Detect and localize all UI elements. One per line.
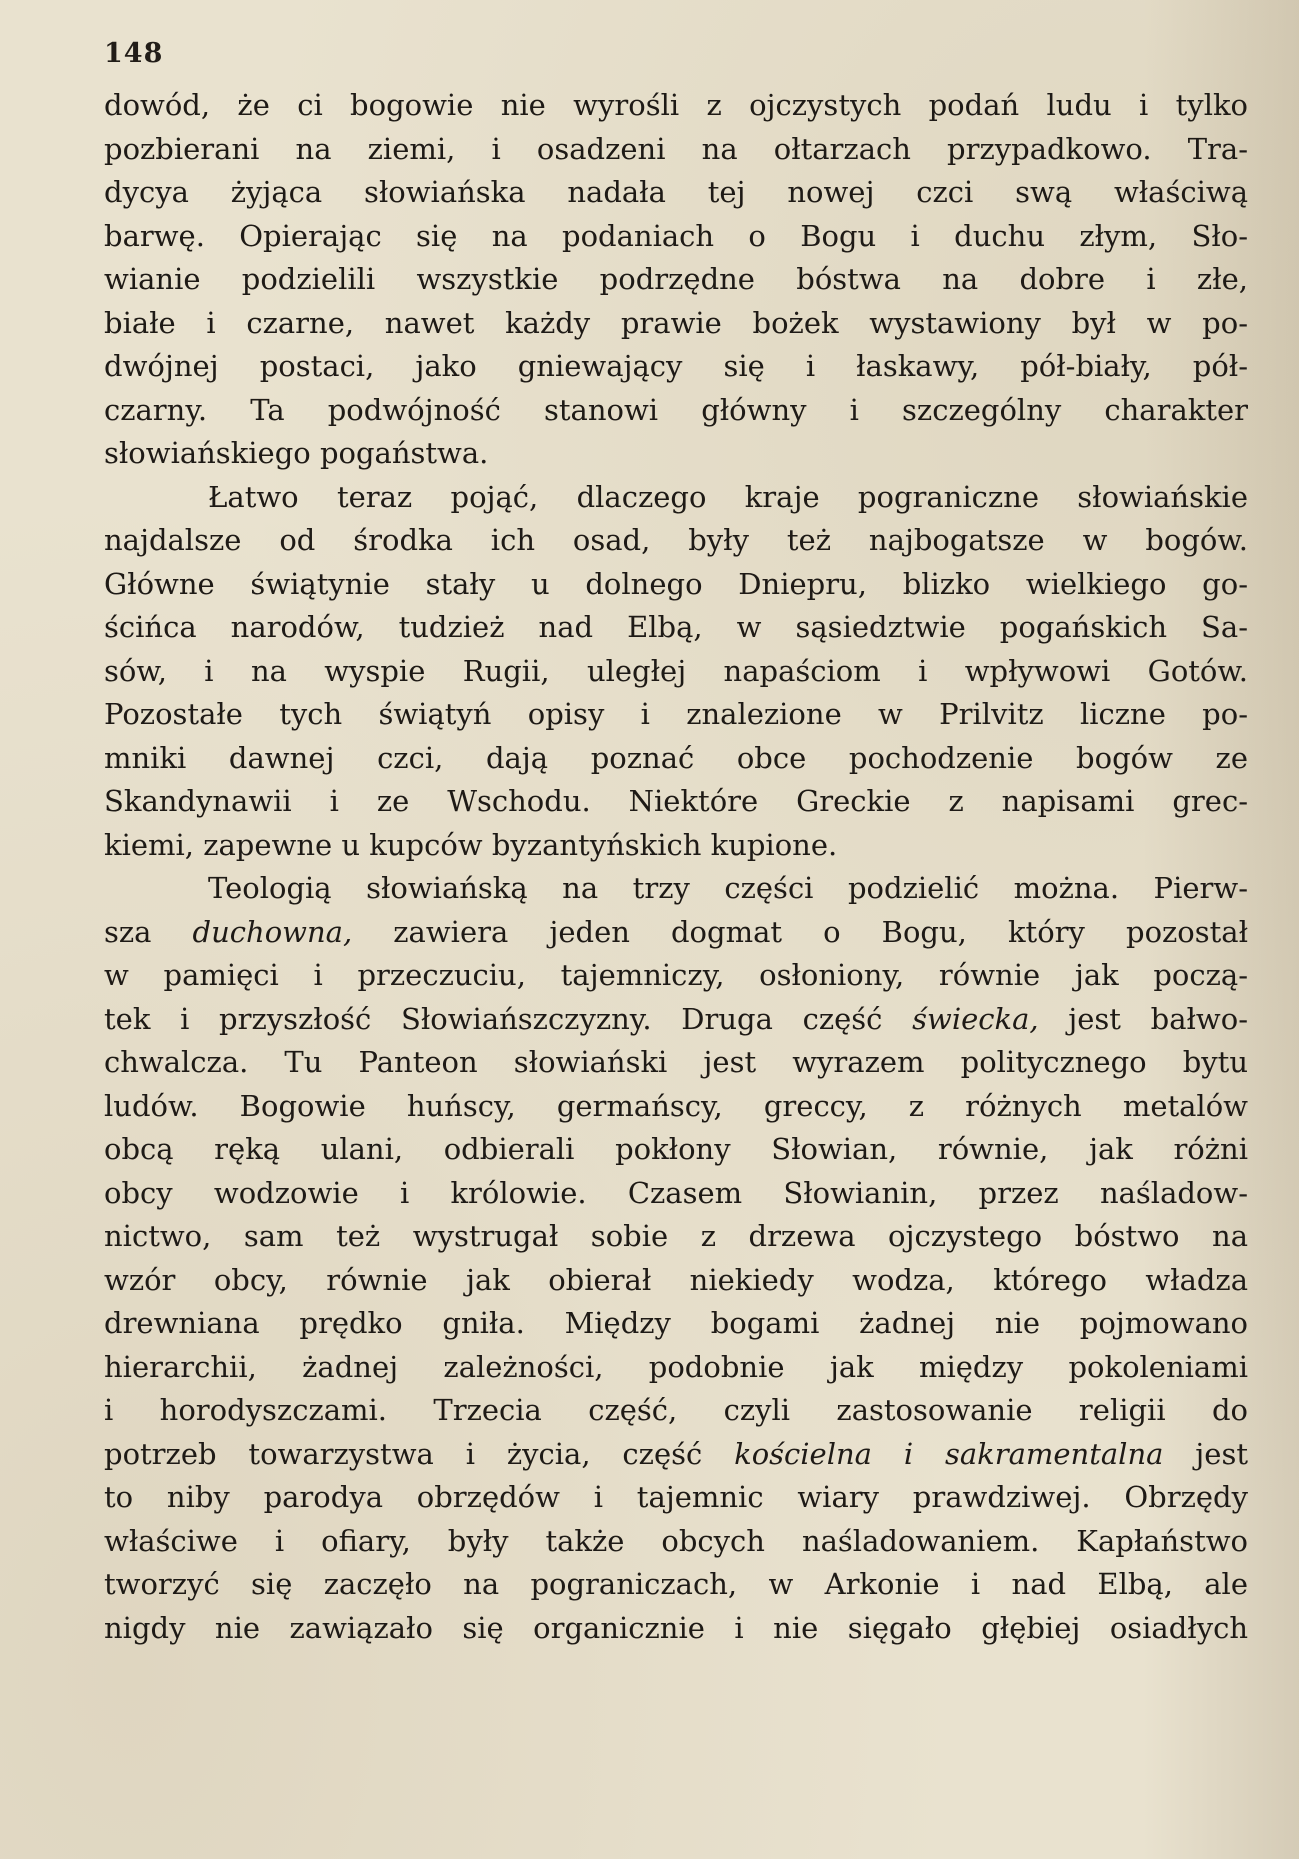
text-segment: białe i czarne, nawet każdy prawie bożek wystawiony był w po- [104,305,1248,340]
text-segment: zawiera jeden dogmat o Bogu, który pozostał [352,914,1248,949]
text-segment: i horodyszczami. Trzecia część, czyli zastosowanie religii do [104,1393,1248,1427]
text-line [104,302,1248,346]
text-segment: nigdy nie zawiązało się organicznie i nie sięgało głębiej osiadłych [104,1610,1248,1645]
text-segment: Teologią słowiańską na trzy części podzielić można. Pierw- [208,871,1248,905]
text-segment: mniki dawnej czci, dają poznać obce pochodzenie bogów ze [104,740,1248,775]
text-segment: ludów. Bogowie huńscy, germańscy, greccy, z różnych metalów [104,1088,1248,1123]
text-line [104,563,1248,607]
text-line [104,1476,1248,1520]
body-text [104,84,1248,1650]
italic-term: duchowna, [192,914,353,949]
text-segment: chwalcza. Tu Panteon słowiański jest wyrazem politycznego bytu [104,1045,1248,1079]
text-segment: najdalsze od środka ich osad, były też najbogatsze w bogów. [104,523,1248,557]
text-segment: to niby parodya obrzędów i tajemnic wiary prawdziwej. Obrzędy [104,1480,1248,1514]
text-segment: wzór obcy, równie jak obierał niekiedy wodza, którego władza [104,1262,1248,1297]
text-line [104,1520,1248,1564]
text-line [104,1172,1248,1216]
text-line [104,215,1248,259]
text-line [104,650,1248,694]
text-segment: drewniana prędko gniła. Między bogami żadnej nie pojmowano [104,1306,1248,1340]
text-segment: jest [1163,1436,1248,1471]
text-segment: właściwe i ofiary, były także obcych naśladowaniem. Kapłaństwo [104,1523,1248,1558]
italic-term: kościelna i sakramentalna [734,1436,1164,1471]
text-segment: barwę. Opierając się na podaniach o Bogu i duchu złym, Sło- [104,218,1248,253]
text-line [104,171,1248,215]
text-line [104,1389,1248,1433]
text-line [104,1433,1248,1477]
text-line [104,1215,1248,1259]
text-line [104,258,1248,302]
text-line [104,1563,1248,1607]
text-line [104,867,1248,911]
text-line [104,824,1248,868]
text-line [104,476,1248,520]
text-segment: obcy wodzowie i królowie. Czasem Słowianin, przez naśladow- [104,1175,1248,1210]
text-segment: wianie podzielili wszystkie podrzędne bóstwa na dobre i złe, [104,262,1248,296]
text-segment: nictwo, sam też wystrugał sobie z drzewa ojczystego bóstwo na [104,1219,1248,1253]
text-line [104,1128,1248,1172]
text-line [104,998,1248,1042]
text-segment: kiemi, zapewne u kupców byzantyńskich kupione. [104,827,838,862]
text-line [104,84,1248,128]
text-line [104,128,1248,172]
text-segment: jest bałwo- [1038,1001,1248,1036]
text-segment: sów, i na wyspie Rugii, uległej napaściom i wpływowi Gotów. [104,653,1248,688]
text-segment: dwójnej postaci, jako gniewający się i łaskawy, pół-biały, pół- [104,349,1248,383]
text-line [104,345,1248,389]
text-segment: słowiańskiego pogaństwa. [104,436,489,470]
text-line [104,1302,1248,1346]
text-line [104,519,1248,563]
text-segment: tek i przyszłość Słowiańszczyzny. Druga część [104,1001,913,1036]
text-line [104,780,1248,824]
text-line [104,954,1248,998]
italic-term: świecka, [912,1001,1039,1036]
text-segment: Łatwo teraz pojąć, dlaczego kraje pograniczne słowiańskie [208,479,1248,514]
text-line [104,911,1248,955]
text-line [104,693,1248,737]
text-line [104,1041,1248,1085]
text-segment: sza [104,914,193,949]
text-segment: pozbierani na ziemi, i osadzeni na ołtarzach przypadkowo. Tra- [104,131,1248,166]
text-segment: obcą ręką ulani, odbierali pokłony Słowian, równie, jak różni [104,1132,1248,1166]
text-segment: dowód, że ci bogowie nie wyrośli z ojczystych podań ludu i tylko [104,88,1248,122]
text-segment: hierarchii, żadnej zależności, podobnie jak między pokoleniami [104,1349,1248,1384]
text-line [104,1259,1248,1303]
text-segment: dycya żyjąca słowiańska nadała tej nowej czci swą właściwą [104,175,1248,209]
text-line [104,1346,1248,1390]
text-segment: potrzeb towarzystwa i życia, część [104,1436,735,1471]
text-line [104,1085,1248,1129]
text-line [104,606,1248,650]
text-line [104,1607,1248,1651]
text-segment: Główne świątynie stały u dolnego Dniepru, blizko wielkiego go- [104,566,1248,601]
text-segment: w pamięci i przeczuciu, tajemniczy, osłoniony, równie jak począ- [104,958,1248,992]
text-line [104,389,1248,433]
text-line [104,737,1248,781]
text-segment: ścińca narodów, tudzież nad Elbą, w sąsiedztwie pogańskich Sa- [104,610,1248,644]
text-segment: Skandynawii i ze Wschodu. Niektóre Greckie z napisami grec- [104,784,1248,818]
text-segment: Pozostałe tych świątyń opisy i znalezione w Prilvitz liczne po- [104,697,1248,731]
text-segment: czarny. Ta podwójność stanowi główny i szczególny charakter [104,392,1248,427]
text-segment: tworzyć się zaczęło na pograniczach, w Arkonie i nad Elbą, ale [104,1567,1248,1601]
page-number: 148 [104,38,164,69]
text-line [104,432,1248,476]
